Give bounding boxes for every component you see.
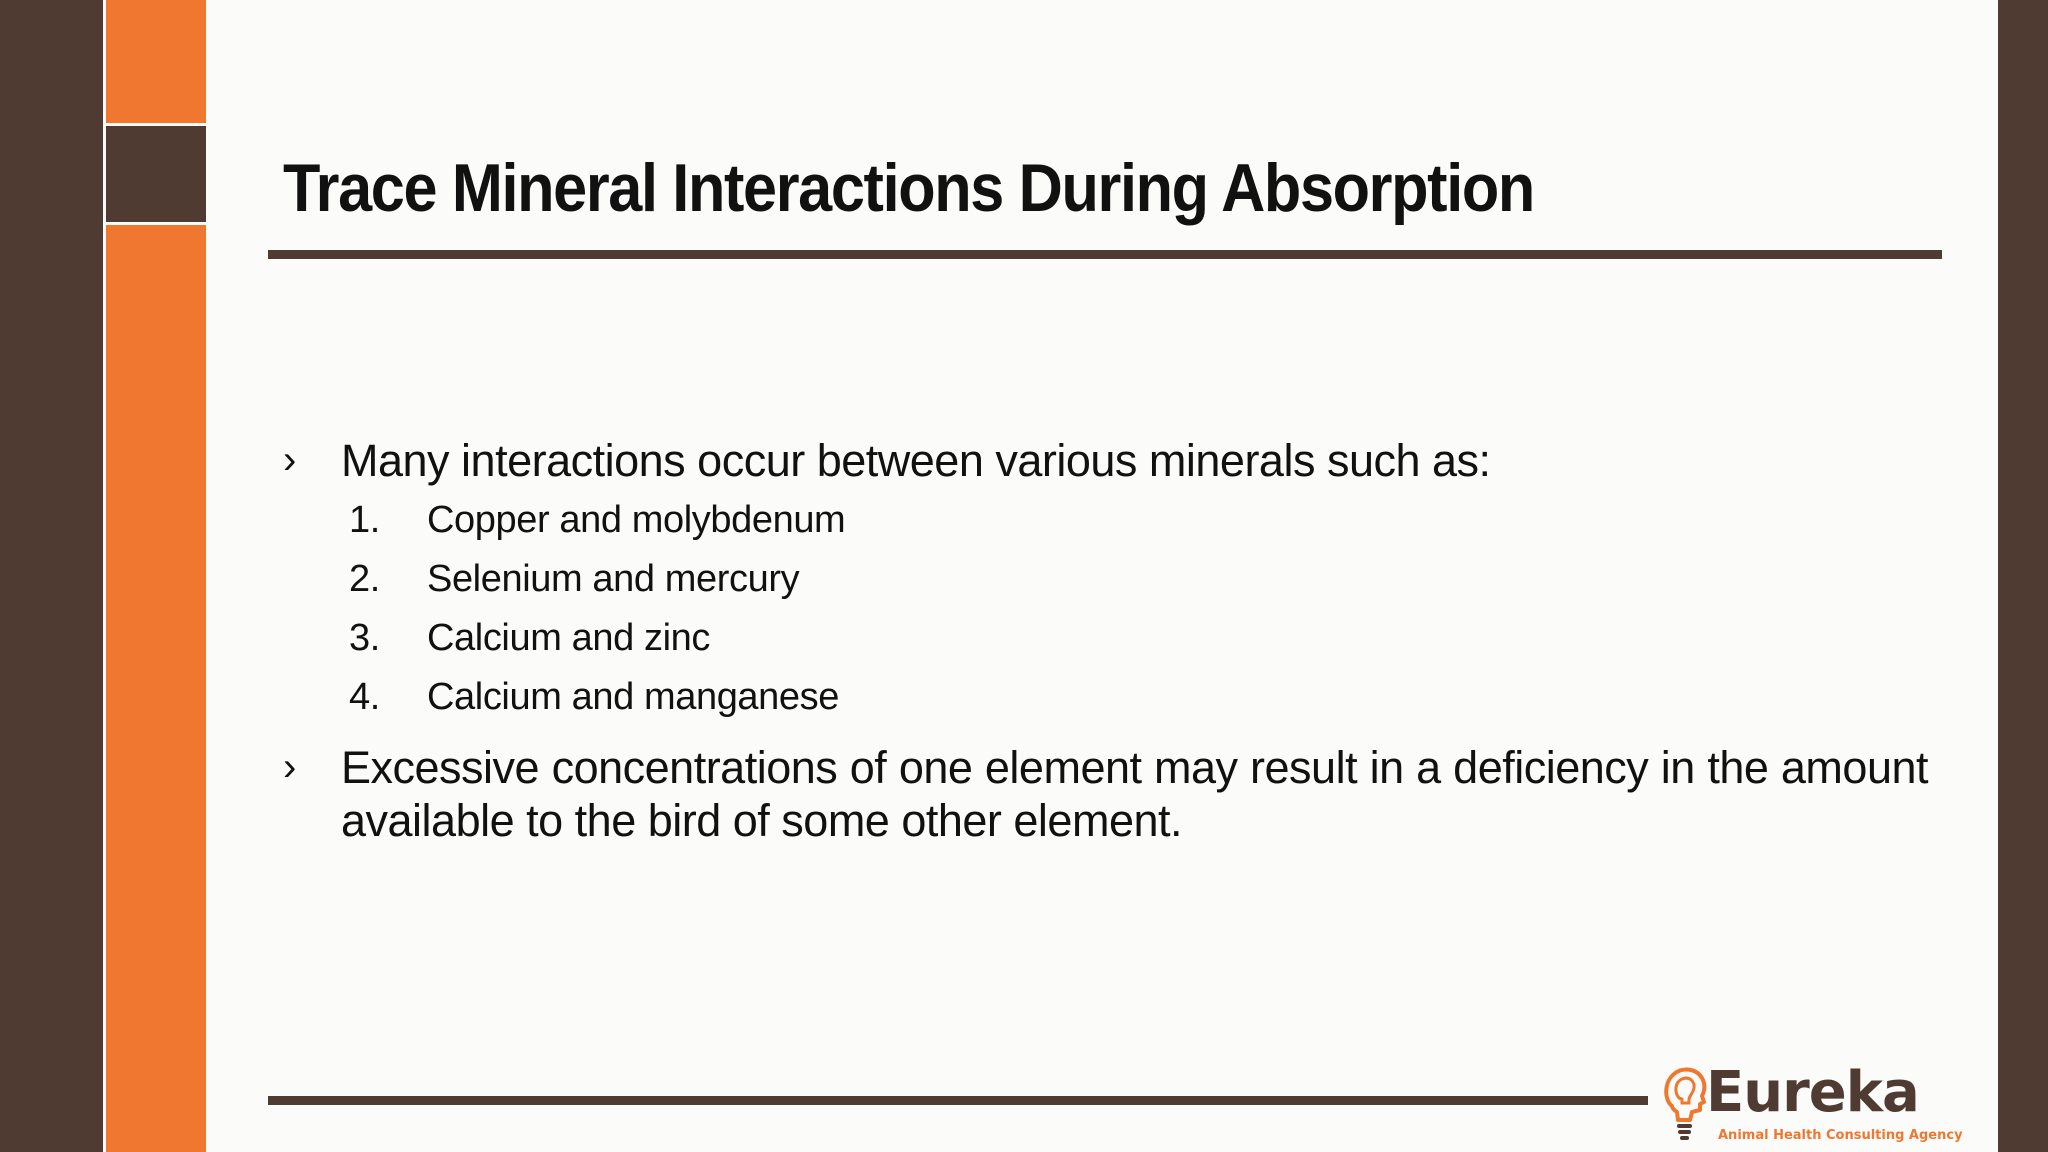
mineral-pairs-list xyxy=(283,491,1928,727)
accent-block xyxy=(106,123,206,225)
list-item xyxy=(283,491,1928,550)
list-item xyxy=(283,609,1928,668)
bullet-text: Excessive concentrations of one element may result in a deficiency in the amount available to the bird of some other element. xyxy=(341,742,1928,846)
list-item-text: Calcium and zinc xyxy=(427,617,710,659)
right-dark-bar xyxy=(1998,0,2048,1152)
list-number: 2. xyxy=(349,558,380,600)
list-item-text: Copper and molybdenum xyxy=(427,499,846,541)
eureka-logo xyxy=(1662,1060,1963,1152)
bullet-marker: › xyxy=(283,745,296,789)
slide-title: Trace Mineral Interactions During Absorption xyxy=(283,150,1534,226)
left-dark-bar xyxy=(0,0,103,1152)
title-underline xyxy=(268,250,1942,259)
footer-rule xyxy=(268,1096,1648,1105)
slide-content xyxy=(283,434,1928,847)
list-number: 3. xyxy=(349,617,380,659)
bullet-text: Many interactions occur between various minerals such as: xyxy=(341,435,1491,486)
bullet-item xyxy=(283,741,1928,847)
list-item xyxy=(283,550,1928,609)
logo-tagline: Animal Health Consulting Agency xyxy=(1718,1128,1963,1143)
list-item-text: Calcium and manganese xyxy=(427,676,839,718)
list-number: 4. xyxy=(349,676,380,718)
logo-wordmark: Eureka xyxy=(1706,1060,1919,1125)
bullet-item xyxy=(283,434,1928,487)
list-item-text: Selenium and mercury xyxy=(427,558,800,600)
bullet-marker: › xyxy=(283,438,296,482)
list-item xyxy=(283,668,1928,727)
list-number: 1. xyxy=(349,499,380,541)
lightbulb-head-icon xyxy=(1662,1062,1708,1146)
